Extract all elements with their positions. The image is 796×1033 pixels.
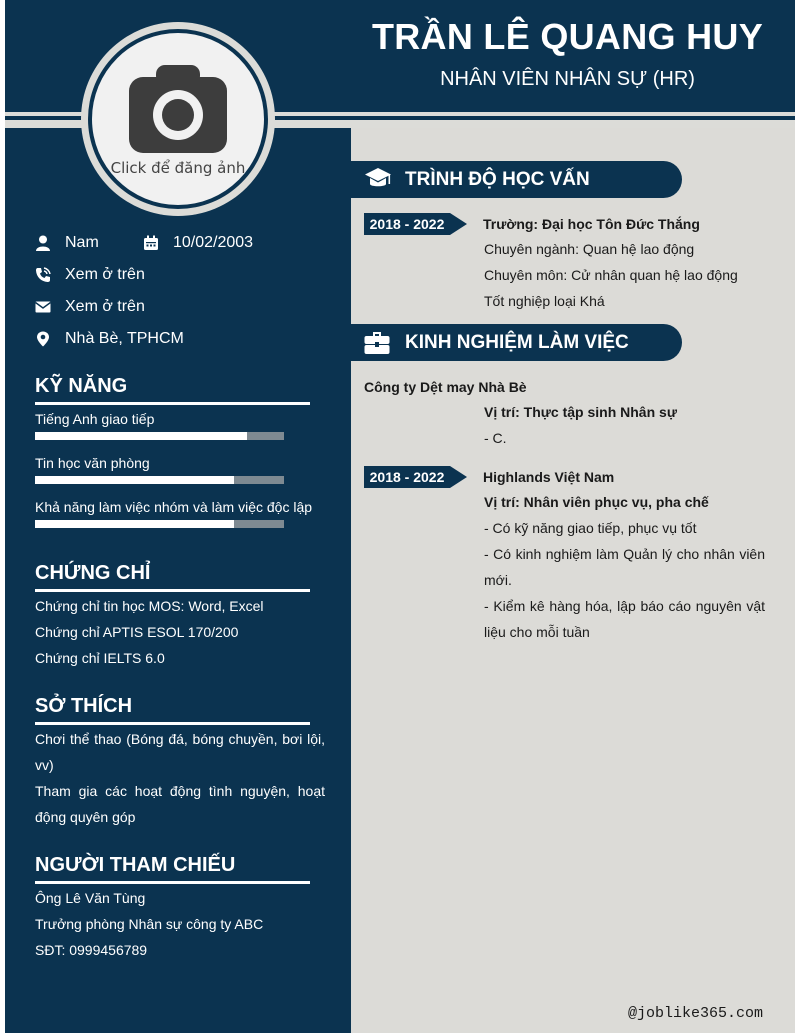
certificates-rule (35, 589, 310, 592)
education-line: Chuyên môn: Cử nhân quan hệ lao động (484, 267, 738, 283)
avatar-placeholder[interactable] (92, 33, 264, 205)
education-line: Chuyên ngành: Quan hệ lao động (484, 241, 695, 257)
email-text: Xem ở trên (65, 298, 145, 315)
job-title: NHÂN VIÊN NHÂN SỰ (HR) (440, 68, 695, 90)
address-row (35, 330, 184, 348)
cv-page (5, 0, 795, 1033)
job-detail: - Có kinh nghiệm làm Quản lý cho nhân viên mới. (484, 546, 765, 588)
reference-name: Ông Lê Văn Tùng (35, 890, 146, 906)
phone-icon (35, 267, 51, 283)
gender-text: Nam (65, 234, 99, 251)
experience-section-header (351, 324, 682, 361)
gender-row (35, 234, 99, 252)
phone-text: Xem ở trên (65, 266, 145, 283)
education-section-header (351, 161, 682, 198)
references-rule (35, 881, 310, 884)
email-row (35, 298, 145, 316)
certificate-item: Chứng chỉ APTIS ESOL 170/200 (35, 624, 239, 640)
skills-rule (35, 402, 310, 405)
job-position: Vị trí: Nhân viên phục vụ, pha chế (484, 494, 709, 510)
skill-bar (35, 432, 284, 440)
job-date: 2018 - 2022 (369, 469, 445, 485)
job-company: Highlands Việt Nam (483, 469, 615, 485)
map-pin-icon (35, 331, 51, 347)
skill-bar-fill (35, 520, 234, 528)
skill-label: Tin học văn phòng (35, 455, 150, 471)
user-icon (35, 235, 51, 251)
education-school: Trường: Đại học Tôn Đức Thắng (483, 216, 700, 232)
experience-heading: KINH NGHIỆM LÀM VIỆC (405, 332, 629, 353)
hobby-item: Chơi thể thao (Bóng đá, bóng chuyền, bơi lội, vv) (35, 731, 325, 773)
camera-icon (129, 65, 227, 155)
hobbies-heading: SỞ THÍCH (35, 695, 133, 717)
reference-position: Trưởng phòng Nhân sự công ty ABC (35, 916, 264, 932)
birthdate-row (143, 234, 253, 252)
reference-phone: SĐT: 0999456789 (35, 942, 148, 958)
envelope-icon (35, 299, 51, 315)
job-detail: - C. (484, 430, 507, 446)
skills-heading: KỸ NĂNG (35, 375, 128, 397)
job-company: Công ty Dệt may Nhà Bè (364, 379, 527, 395)
phone-row (35, 266, 145, 284)
briefcase-icon (364, 330, 390, 355)
job-detail: - Kiểm kê hàng hóa, lập báo cáo nguyên vật liệu cho mỗi tuần (484, 598, 765, 640)
certificate-item: Chứng chỉ IELTS 6.0 (35, 650, 165, 666)
avatar[interactable] (81, 22, 275, 216)
avatar-caption[interactable]: Click để đăng ảnh (110, 159, 246, 177)
education-heading: TRÌNH ĐỘ HỌC VẤN (405, 169, 590, 190)
skill-bar-fill (35, 432, 247, 440)
certificates-heading: CHỨNG CHỈ (35, 562, 151, 584)
skill-bar (35, 476, 284, 484)
references-heading: NGƯỜI THAM CHIẾU (35, 854, 236, 876)
graduation-cap-icon (364, 167, 392, 192)
skill-bar-fill (35, 476, 234, 484)
education-line: Tốt nghiệp loại Khá (484, 293, 605, 309)
certificate-item: Chứng chỉ tin học MOS: Word, Excel (35, 598, 264, 614)
candidate-name: TRẦN LÊ QUANG HUY (371, 16, 764, 57)
hobbies-rule (35, 722, 310, 725)
skill-label: Tiếng Anh giao tiếp (35, 411, 155, 427)
birthdate-text: 10/02/2003 (173, 234, 254, 251)
skill-bar (35, 520, 284, 528)
job-detail: - Có kỹ năng giao tiếp, phục vụ tốt (484, 520, 697, 536)
skill-label: Khả năng làm việc nhóm và làm việc độc lập (35, 499, 313, 515)
hobby-item: Tham gia các hoạt động tình nguyện, hoạt động quyên góp (35, 783, 325, 825)
footer-watermark: @joblike365.com (628, 1005, 764, 1022)
job-position: Vị trí: Thực tập sinh Nhân sự (484, 404, 677, 420)
education-date: 2018 - 2022 (369, 216, 445, 232)
address-text: Nhà Bè, TPHCM (65, 330, 184, 347)
calendar-icon (143, 235, 159, 251)
